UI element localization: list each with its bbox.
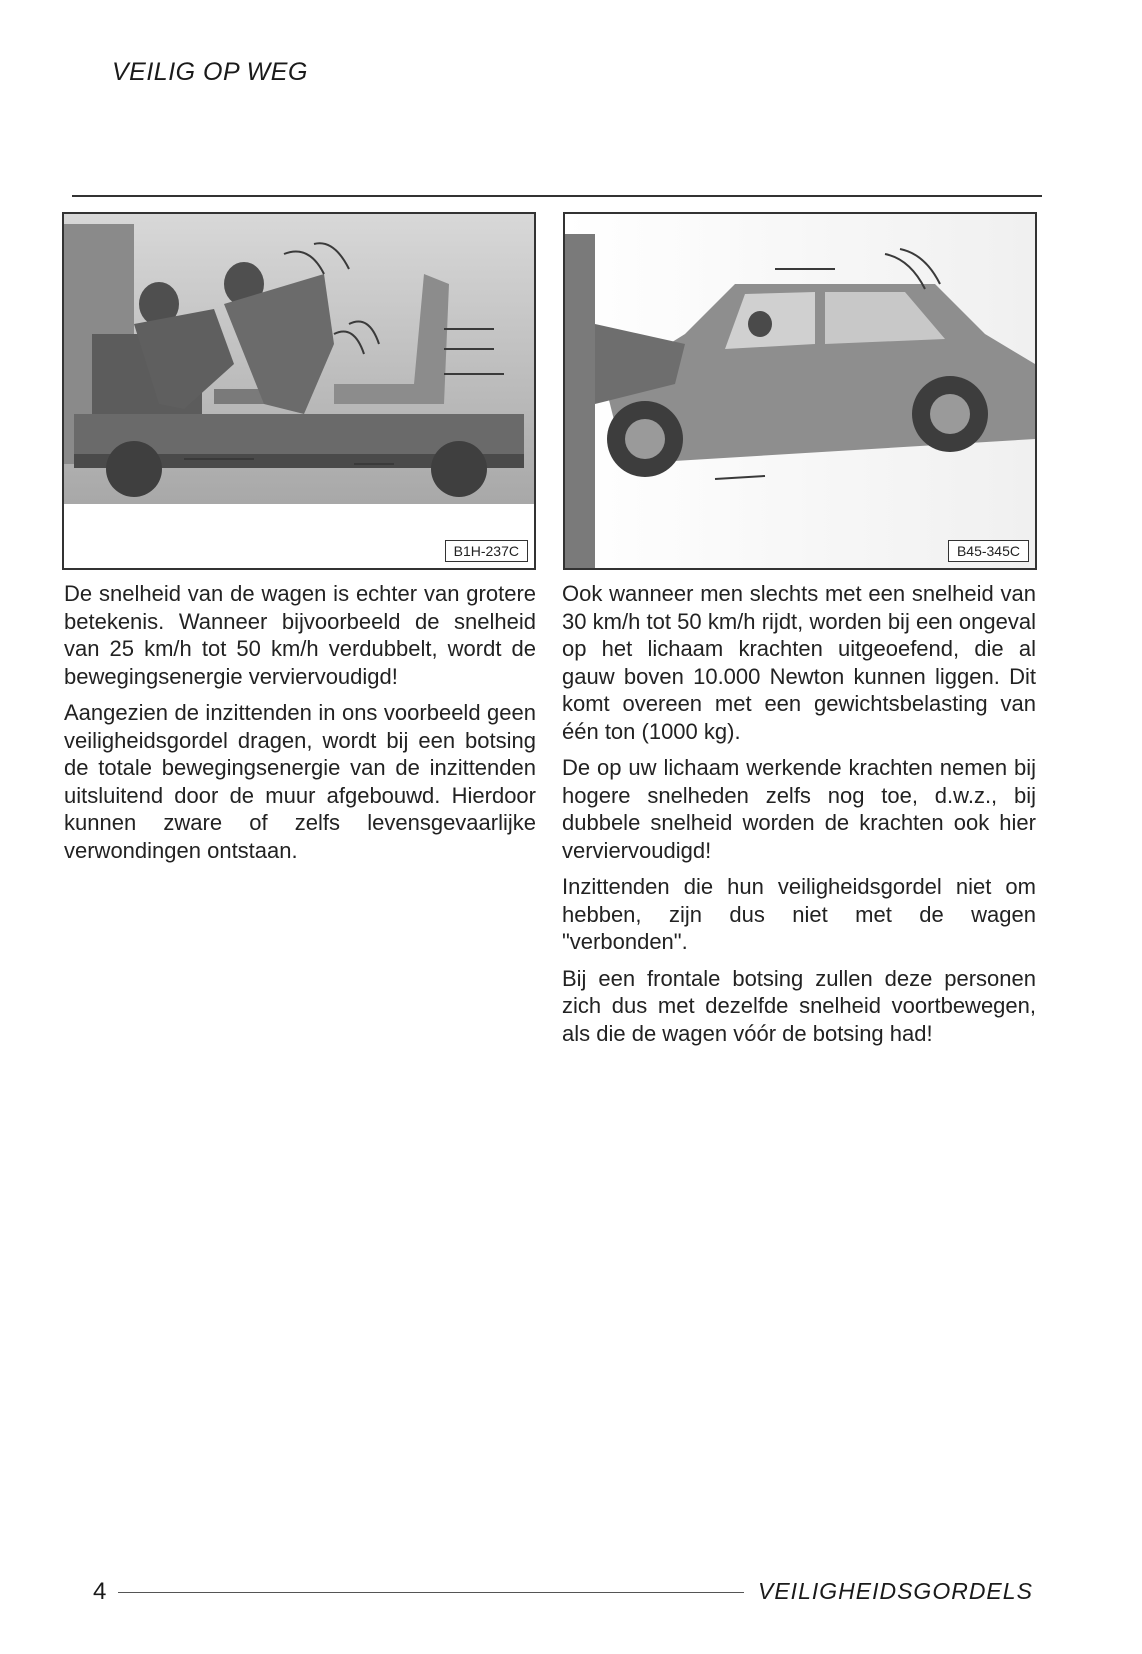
figure-code-label: B45-345C <box>948 540 1029 562</box>
header-divider <box>72 195 1042 197</box>
paragraph: Aangezien de inzittenden in ons voorbeeld geen veiligheidsgordel dragen, wordt bij een botsing de totale bewegingsenergie van de inzittenden uitsluitend door de muur afgebouwd. Hierdoor kunnen zware of zelfs levensgevaarlijke verwondingen ontstaan. <box>64 700 536 863</box>
right-text-column <box>562 580 1036 1056</box>
paragraph: De snelheid van de wagen is echter van grotere betekenis. Wanneer bijvoorbeeld de snelheid van 25 km/h tot 50 km/h verdubbelt, wordt de bewegingsenergie verviervoudigd! <box>64 581 536 689</box>
paragraph: Ook wanneer men slechts met een snelheid van 30 km/h tot 50 km/h rijdt, worden bij een ongeval op het lichaam krachten uitgeoefend, die al gauw boven 10.000 Newton kunnen liggen. Dit komt overeen met een gewichtsbelasting van één ton (1000 kg). <box>562 581 1036 744</box>
figure-car-crash <box>563 212 1037 570</box>
page-header-title: VEILIG OP WEG <box>112 58 308 86</box>
car-crash-illustration <box>565 214 1035 568</box>
figure-sled-crash <box>62 212 536 570</box>
footer-divider <box>118 1592 744 1593</box>
paragraph: Inzittenden die hun veiligheidsgordel niet om hebben, zijn dus niet met de wagen "verbonden". <box>562 874 1036 954</box>
paragraph: De op uw lichaam werkende krachten nemen bij hogere snelheden zelfs nog toe, d.w.z., bij dubbele snelheid worden de krachten ook hier verviervoudigd! <box>562 755 1036 863</box>
figure-code-label: B1H-237C <box>445 540 528 562</box>
left-text-column <box>64 580 536 873</box>
paragraph: Bij een frontale botsing zullen deze personen zich dus met dezelfde snelheid voortbewegen, als die de wagen vóór de botsing had! <box>562 965 1036 1046</box>
sled-crash-illustration <box>64 214 534 568</box>
footer-section-title: VEILIGHEIDSGORDELS <box>758 1578 1033 1604</box>
page-number: 4 <box>93 1578 107 1605</box>
